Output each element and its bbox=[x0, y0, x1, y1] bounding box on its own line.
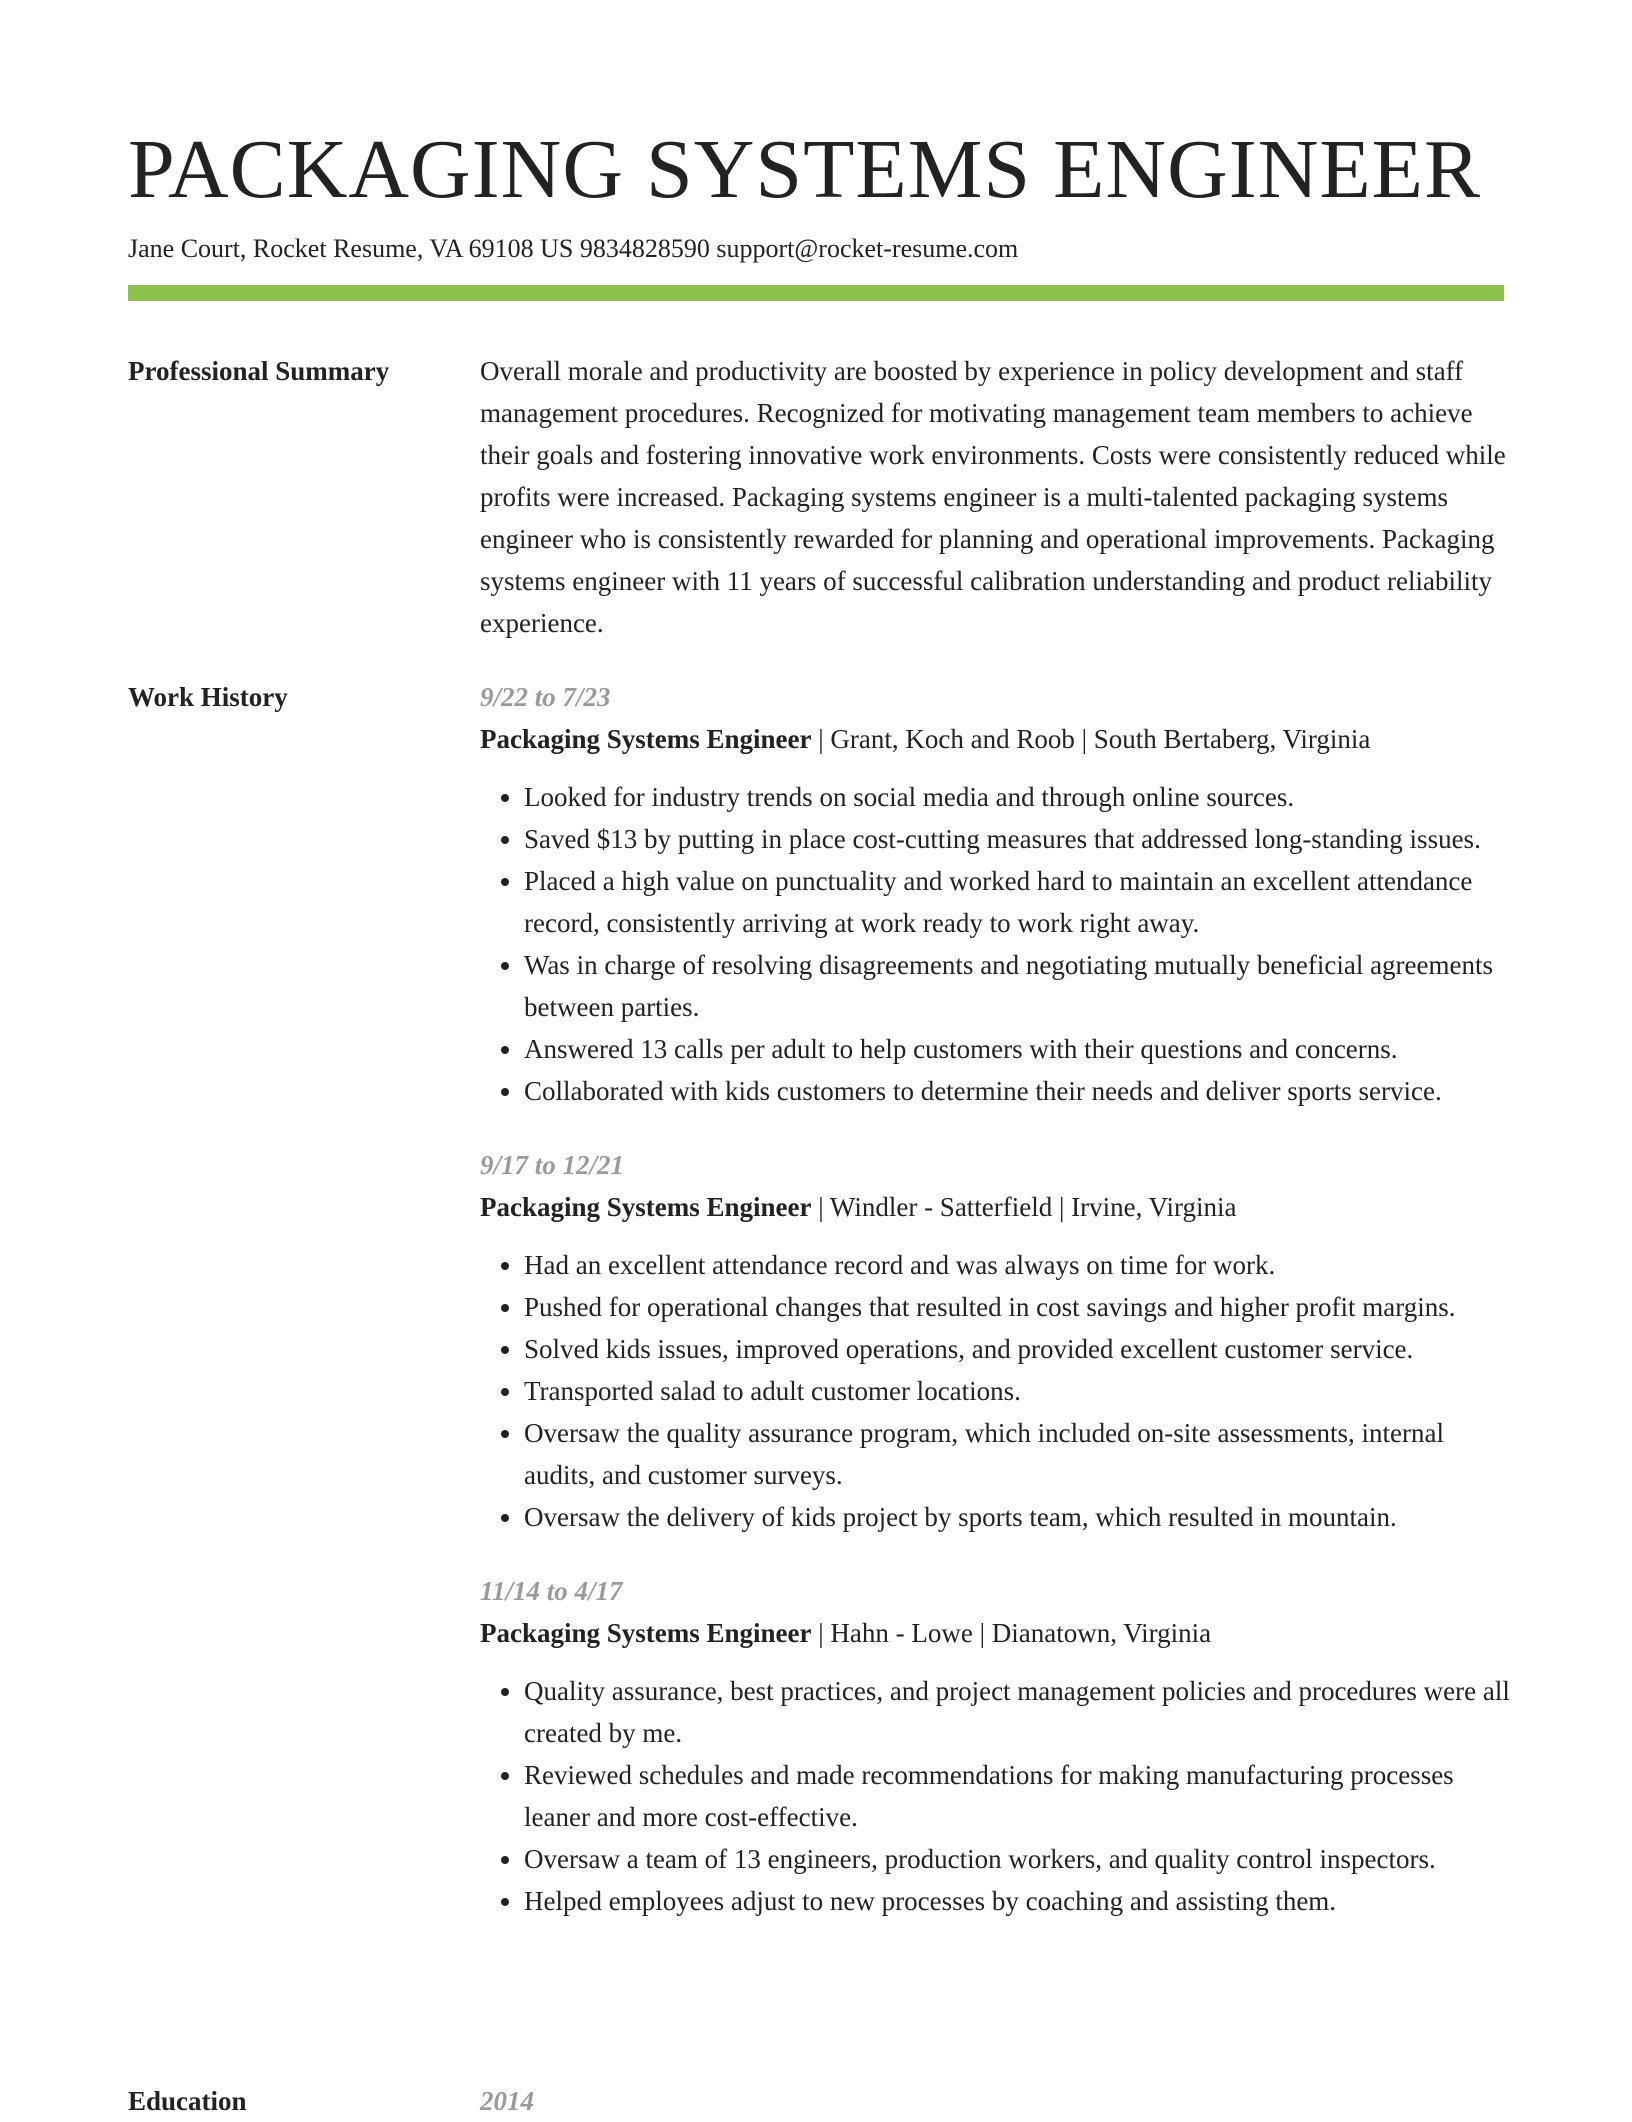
job-bullet: • Collaborated with kids customers to determine their needs and deliver sports service. bbox=[524, 1070, 1510, 1112]
job-header bbox=[480, 1612, 1510, 1654]
education-section-label: Education bbox=[128, 2086, 247, 2116]
job-bullet-list bbox=[480, 776, 1510, 1112]
resume-title: PACKAGING SYSTEMS ENGINEER bbox=[128, 123, 1482, 216]
job-bullet: • Oversaw a team of 13 engineers, production workers, and quality control inspectors. bbox=[524, 1838, 1510, 1880]
job-date: 9/22 to 7/23 bbox=[480, 682, 611, 712]
job-role: Packaging Systems Engineer bbox=[480, 1192, 812, 1222]
job-company-location: | Grant, Koch and Roob | South Bertaberg, Virginia bbox=[811, 724, 1371, 754]
job-entry bbox=[480, 676, 1510, 1112]
job-bullet: • Helped employees adjust to new processes by coaching and assisting them. bbox=[524, 1880, 1510, 1922]
education-date: 2014 bbox=[480, 2086, 534, 2116]
job-bullet: • Oversaw the quality assurance program, which included on-site assessments, internal audits, and customer surveys. bbox=[524, 1412, 1510, 1496]
job-bullet: • Placed a high value on punctuality and worked hard to maintain an excellent attendance record, consistently arriving at work ready to work right away. bbox=[524, 860, 1510, 944]
job-role: Packaging Systems Engineer bbox=[480, 724, 812, 754]
job-bullet: • Answered 13 calls per adult to help customers with their questions and concerns. bbox=[524, 1028, 1510, 1070]
job-bullet-list bbox=[480, 1670, 1510, 1922]
summary-section bbox=[480, 350, 1510, 644]
summary-text: Overall morale and productivity are boosted by experience in policy development and staff management procedures. Recognized for motivating management team members to achieve their goals and fostering innovative work environments. Costs were consistently reduced while profits were increased. Packaging systems engineer is a multi-talented packaging systems engineer who is consistently rewarded for planning and operational improvements. Packaging systems engineer with 11 years of successful calibration understanding and product reliability experience. bbox=[480, 356, 1506, 638]
job-company-location: | Hahn - Lowe | Dianatown, Virginia bbox=[811, 1618, 1212, 1648]
job-bullet: • Pushed for operational changes that resulted in cost savings and higher profit margins. bbox=[524, 1286, 1510, 1328]
job-bullet: • Was in charge of resolving disagreements and negotiating mutually beneficial agreements between parties. bbox=[524, 944, 1510, 1028]
job-date: 9/17 to 12/21 bbox=[480, 1150, 625, 1180]
job-header bbox=[480, 718, 1510, 760]
job-bullet: • Transported salad to adult customer locations. bbox=[524, 1370, 1510, 1412]
job-date: 11/14 to 4/17 bbox=[480, 1576, 623, 1606]
work-history-section bbox=[480, 676, 1510, 1954]
job-bullet: • Had an excellent attendance record and was always on time for work. bbox=[524, 1244, 1510, 1286]
job-role: Packaging Systems Engineer bbox=[480, 1618, 812, 1648]
job-bullet-list bbox=[480, 1244, 1510, 1538]
job-header bbox=[480, 1186, 1510, 1228]
job-entry bbox=[480, 1144, 1510, 1538]
job-company-location: | Windler - Satterfield | Irvine, Virginia bbox=[811, 1192, 1237, 1222]
job-bullet: • Looked for industry trends on social media and through online sources. bbox=[524, 776, 1510, 818]
job-bullet: • Reviewed schedules and made recommendations for making manufacturing processes leaner and more cost-effective. bbox=[524, 1754, 1510, 1838]
job-bullet: • Oversaw the delivery of kids project by sports team, which resulted in mountain. bbox=[524, 1496, 1510, 1538]
accent-divider bbox=[128, 285, 1504, 301]
job-bullet: • Solved kids issues, improved operations, and provided excellent customer service. bbox=[524, 1328, 1510, 1370]
summary-section-label: Professional Summary bbox=[128, 356, 390, 386]
work-history-section-label: Work History bbox=[128, 682, 288, 712]
job-bullet: • Quality assurance, best practices, and project management policies and procedures were all created by me. bbox=[524, 1670, 1510, 1754]
job-list bbox=[480, 676, 1510, 1922]
job-bullet: • Saved $13 by putting in place cost-cutting measures that addressed long-standing issues. bbox=[524, 818, 1510, 860]
job-entry bbox=[480, 1570, 1510, 1922]
education-section bbox=[480, 2080, 1510, 2122]
contact-info: Jane Court, Rocket Resume, VA 69108 US 9834828590 support@rocket-resume.com bbox=[128, 234, 1019, 263]
